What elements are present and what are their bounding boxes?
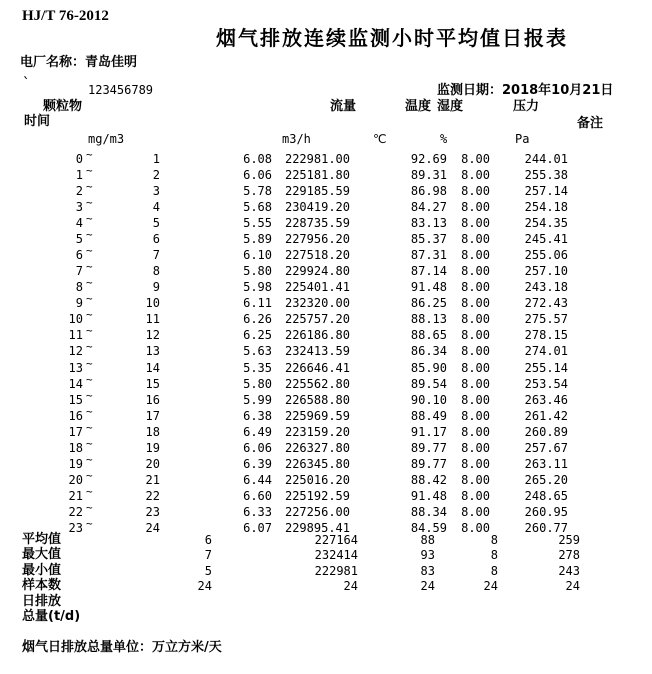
summary-humidity-cell: 24 — [483, 579, 498, 593]
hour-tilde: ~ — [86, 308, 93, 321]
summary-concentration-cell: 5 — [204, 564, 212, 578]
summary-temperature-cell: 93 — [420, 548, 435, 562]
humidity-cell: 8.00 — [461, 393, 490, 407]
summary-temperature-cell: 88 — [420, 533, 435, 547]
pressure-cell: 255.14 — [524, 361, 568, 375]
temperature-cell: 91.48 — [410, 489, 447, 503]
flow-cell: 226646.41 — [284, 361, 350, 375]
pressure-cell: 263.11 — [524, 457, 568, 471]
concentration-cell: 6.07 — [243, 521, 272, 535]
hour-tilde: ~ — [86, 276, 93, 289]
header-humidity: 湿度 — [437, 99, 464, 114]
flow-cell: 228735.59 — [284, 216, 350, 230]
flow-cell: 230419.20 — [284, 200, 350, 214]
pressure-cell: 265.20 — [524, 473, 568, 487]
humidity-cell: 8.00 — [461, 152, 490, 166]
hour-tilde: ~ — [86, 437, 93, 450]
hour-end-cell: 7 — [152, 248, 160, 262]
hour-start-cell: 4 — [75, 216, 83, 230]
hour-tilde: ~ — [86, 405, 93, 418]
humidity-cell: 8.00 — [461, 280, 490, 294]
concentration-cell: 6.11 — [243, 296, 272, 310]
hour-tilde: ~ — [86, 228, 93, 241]
summary-label: 总量(t/d) — [22, 609, 81, 624]
hour-start-cell: 14 — [68, 377, 83, 391]
summary-concentration-cell: 6 — [204, 533, 212, 547]
hour-start-cell: 5 — [75, 232, 83, 246]
humidity-cell: 8.00 — [461, 328, 490, 342]
summary-label: 样本数 — [22, 578, 62, 593]
hour-start-cell: 17 — [68, 425, 83, 439]
hour-start-cell: 7 — [75, 264, 83, 278]
hour-tilde: ~ — [86, 453, 93, 466]
pressure-cell: 257.10 — [524, 264, 568, 278]
flow-cell: 225757.20 — [284, 312, 350, 326]
hour-start-cell: 23 — [68, 521, 83, 535]
summary-humidity-cell: 8 — [490, 548, 498, 562]
humidity-cell: 8.00 — [461, 521, 490, 535]
summary-flow-cell: 227164 — [314, 533, 358, 547]
pressure-cell: 257.14 — [524, 184, 568, 198]
humidity-cell: 8.00 — [461, 232, 490, 246]
hour-start-cell: 15 — [68, 393, 83, 407]
temperature-cell: 89.54 — [410, 377, 447, 391]
temperature-cell: 83.13 — [410, 216, 447, 230]
hour-start-cell: 12 — [68, 344, 83, 358]
hour-start-cell: 0 — [75, 152, 83, 166]
flow-cell: 229895.41 — [284, 521, 350, 535]
pressure-cell: 263.46 — [524, 393, 568, 407]
summary-row — [0, 548, 652, 563]
flow-cell: 227956.20 — [284, 232, 350, 246]
hour-start-cell: 11 — [68, 328, 83, 342]
pressure-cell: 248.65 — [524, 489, 568, 503]
hour-tilde: ~ — [86, 421, 93, 434]
hour-start-cell: 2 — [75, 184, 83, 198]
hour-end-cell: 22 — [145, 489, 160, 503]
hour-tilde: ~ — [86, 244, 93, 257]
hour-tilde: ~ — [86, 389, 93, 402]
concentration-cell: 6.39 — [243, 457, 272, 471]
pressure-cell: 278.15 — [524, 328, 568, 342]
flow-cell: 225562.80 — [284, 377, 350, 391]
report-title: 烟气排放连续监测小时平均值日报表 — [216, 26, 568, 50]
summary-label: 平均值 — [22, 532, 62, 547]
concentration-cell: 6.10 — [243, 248, 272, 262]
hour-end-cell: 4 — [152, 200, 160, 214]
hour-end-cell: 15 — [145, 377, 160, 391]
hour-start-cell: 22 — [68, 505, 83, 519]
pressure-cell: 260.95 — [524, 505, 568, 519]
summary-humidity-cell: 8 — [490, 533, 498, 547]
header-temperature: 温度 — [405, 99, 432, 114]
concentration-cell: 5.78 — [243, 184, 272, 198]
hour-end-cell: 3 — [152, 184, 160, 198]
summary-concentration-cell: 7 — [204, 548, 212, 562]
pressure-cell: 260.77 — [524, 521, 568, 535]
humidity-cell: 8.00 — [461, 312, 490, 326]
summary-flow-cell: 222981 — [314, 564, 358, 578]
temperature-cell: 88.13 — [410, 312, 447, 326]
temperature-cell: 91.48 — [410, 280, 447, 294]
temperature-cell: 91.17 — [410, 425, 447, 439]
flow-cell: 225016.20 — [284, 473, 350, 487]
hour-tilde: ~ — [86, 212, 93, 225]
humidity-cell: 8.00 — [461, 361, 490, 375]
flow-cell: 232413.59 — [284, 344, 350, 358]
flow-cell: 227518.20 — [284, 248, 350, 262]
temperature-cell: 86.34 — [410, 344, 447, 358]
hour-tilde: ~ — [86, 357, 93, 370]
humidity-cell: 8.00 — [461, 425, 490, 439]
header-pollutant: 颗粒物 — [43, 99, 83, 114]
humidity-cell: 8.00 — [461, 377, 490, 391]
hour-tilde: ~ — [86, 180, 93, 193]
temperature-cell: 85.37 — [410, 232, 447, 246]
pressure-cell: 245.41 — [524, 232, 568, 246]
temperature-cell: 88.42 — [410, 473, 447, 487]
humidity-cell: 8.00 — [461, 168, 490, 182]
temperature-cell: 84.27 — [410, 200, 447, 214]
hour-start-cell: 1 — [75, 168, 83, 182]
hour-tilde: ~ — [86, 485, 93, 498]
concentration-cell: 6.25 — [243, 328, 272, 342]
summary-concentration-cell: 24 — [197, 579, 212, 593]
temperature-cell: 88.34 — [410, 505, 447, 519]
hour-end-cell: 24 — [145, 521, 160, 535]
hour-start-cell: 10 — [68, 312, 83, 326]
humidity-cell: 8.00 — [461, 409, 490, 423]
temperature-cell: 85.90 — [410, 361, 447, 375]
serial-mark: ` — [22, 76, 31, 92]
concentration-cell: 5.80 — [243, 264, 272, 278]
hour-tilde: ~ — [86, 501, 93, 514]
hour-tilde: ~ — [86, 148, 93, 161]
humidity-cell: 8.00 — [461, 489, 490, 503]
summary-row — [0, 595, 652, 610]
summary-row — [0, 533, 652, 548]
humidity-cell: 8.00 — [461, 264, 490, 278]
humidity-cell: 8.00 — [461, 505, 490, 519]
pressure-cell: 257.67 — [524, 441, 568, 455]
hour-end-cell: 20 — [145, 457, 160, 471]
flow-cell: 225181.80 — [284, 168, 350, 182]
concentration-cell: 5.80 — [243, 377, 272, 391]
hour-start-cell: 8 — [75, 280, 83, 294]
hour-tilde: ~ — [86, 292, 93, 305]
humidity-cell: 8.00 — [461, 200, 490, 214]
flow-cell: 232320.00 — [284, 296, 350, 310]
concentration-cell: 5.68 — [243, 200, 272, 214]
pressure-cell: 261.42 — [524, 409, 568, 423]
pressure-cell: 254.18 — [524, 200, 568, 214]
summary-flow-cell: 232414 — [314, 548, 358, 562]
pressure-cell: 274.01 — [524, 344, 568, 358]
hour-end-cell: 18 — [145, 425, 160, 439]
pressure-cell: 272.43 — [524, 296, 568, 310]
pressure-cell: 254.35 — [524, 216, 568, 230]
pressure-cell: 244.01 — [524, 152, 568, 166]
humidity-cell: 8.00 — [461, 344, 490, 358]
hour-end-cell: 10 — [145, 296, 160, 310]
concentration-cell: 6.33 — [243, 505, 272, 519]
pressure-cell: 275.57 — [524, 312, 568, 326]
standard-code: HJ/T 76-2012 — [22, 8, 109, 24]
temperature-cell: 89.31 — [410, 168, 447, 182]
humidity-cell: 8.00 — [461, 457, 490, 471]
humidity-cell: 8.00 — [461, 441, 490, 455]
pressure-cell: 243.18 — [524, 280, 568, 294]
hour-end-cell: 9 — [152, 280, 160, 294]
flow-cell: 226345.80 — [284, 457, 350, 471]
header-remark: 备注 — [577, 116, 604, 131]
temperature-cell: 87.31 — [410, 248, 447, 262]
humidity-cell: 8.00 — [461, 184, 490, 198]
summary-temperature-cell: 83 — [420, 564, 435, 578]
concentration-cell: 6.26 — [243, 312, 272, 326]
summary-label: 最大值 — [22, 547, 62, 562]
concentration-cell: 5.63 — [243, 344, 272, 358]
hour-tilde: ~ — [86, 469, 93, 482]
temperature-cell: 87.14 — [410, 264, 447, 278]
hour-end-cell: 19 — [145, 441, 160, 455]
flow-cell: 225401.41 — [284, 280, 350, 294]
hour-start-cell: 20 — [68, 473, 83, 487]
concentration-cell: 6.06 — [243, 168, 272, 182]
concentration-cell: 5.99 — [243, 393, 272, 407]
temperature-cell: 89.77 — [410, 441, 447, 455]
flow-cell: 227256.00 — [284, 505, 350, 519]
hour-end-cell: 2 — [152, 168, 160, 182]
summary-flow-cell: 24 — [343, 579, 358, 593]
hour-start-cell: 18 — [68, 441, 83, 455]
hour-start-cell: 9 — [75, 296, 83, 310]
temperature-cell: 88.65 — [410, 328, 447, 342]
summary-row — [0, 610, 652, 625]
hour-end-cell: 6 — [152, 232, 160, 246]
temperature-cell: 88.49 — [410, 409, 447, 423]
header-flow: 流量 — [330, 99, 357, 114]
humidity-cell: 8.00 — [461, 296, 490, 310]
concentration-cell: 6.06 — [243, 441, 272, 455]
summary-temperature-cell: 24 — [420, 579, 435, 593]
summary-pressure-cell: 259 — [558, 533, 580, 547]
serial-number: 123456789 — [88, 83, 154, 97]
pressure-cell: 255.06 — [524, 248, 568, 262]
concentration-cell: 5.55 — [243, 216, 272, 230]
hour-tilde: ~ — [86, 164, 93, 177]
flow-cell: 223159.20 — [284, 425, 350, 439]
header-time: 时间 — [24, 114, 51, 129]
hour-start-cell: 6 — [75, 248, 83, 262]
hour-end-cell: 11 — [145, 312, 160, 326]
hour-end-cell: 14 — [145, 361, 160, 375]
summary-row — [0, 579, 652, 594]
pressure-cell: 253.54 — [524, 377, 568, 391]
concentration-cell: 6.49 — [243, 425, 272, 439]
monitor-date-line: 监测日期：2018年10月21日 — [437, 83, 614, 98]
summary-pressure-cell: 243 — [558, 564, 580, 578]
hour-end-cell: 1 — [152, 152, 160, 166]
flow-cell: 229924.80 — [284, 264, 350, 278]
temperature-cell: 84.59 — [410, 521, 447, 535]
concentration-cell: 6.60 — [243, 489, 272, 503]
unit-concentration: mg/m3 — [88, 132, 125, 146]
flow-cell: 229185.59 — [284, 184, 350, 198]
temperature-cell: 89.77 — [410, 457, 447, 471]
unit-humidity: % — [440, 132, 448, 146]
hour-end-cell: 17 — [145, 409, 160, 423]
flow-cell: 226186.80 — [284, 328, 350, 342]
header-pressure: 压力 — [513, 99, 540, 114]
unit-pressure: Pa — [515, 132, 530, 146]
hour-end-cell: 23 — [145, 505, 160, 519]
summary-pressure-cell: 278 — [558, 548, 580, 562]
hour-tilde: ~ — [86, 373, 93, 386]
temperature-cell: 90.10 — [410, 393, 447, 407]
summary-row — [0, 564, 652, 579]
hour-end-cell: 13 — [145, 344, 160, 358]
hour-tilde: ~ — [86, 260, 93, 273]
hour-start-cell: 21 — [68, 489, 83, 503]
concentration-cell: 5.35 — [243, 361, 272, 375]
flow-cell: 226327.80 — [284, 441, 350, 455]
humidity-cell: 8.00 — [461, 216, 490, 230]
flow-cell: 225192.59 — [284, 489, 350, 503]
summary-pressure-cell: 24 — [565, 579, 580, 593]
hour-end-cell: 12 — [145, 328, 160, 342]
hour-start-cell: 19 — [68, 457, 83, 471]
concentration-cell: 6.38 — [243, 409, 272, 423]
temperature-cell: 86.25 — [410, 296, 447, 310]
pressure-cell: 260.89 — [524, 425, 568, 439]
humidity-cell: 8.00 — [461, 473, 490, 487]
concentration-cell: 6.44 — [243, 473, 272, 487]
temperature-cell: 86.98 — [410, 184, 447, 198]
unit-temperature: ℃ — [373, 132, 387, 146]
hour-end-cell: 8 — [152, 264, 160, 278]
hour-tilde: ~ — [86, 324, 93, 337]
hour-end-cell: 16 — [145, 393, 160, 407]
humidity-cell: 8.00 — [461, 248, 490, 262]
flow-cell: 222981.00 — [284, 152, 350, 166]
hour-end-cell: 21 — [145, 473, 160, 487]
hour-tilde: ~ — [86, 196, 93, 209]
concentration-cell: 5.89 — [243, 232, 272, 246]
hour-tilde: ~ — [86, 340, 93, 353]
temperature-cell: 92.69 — [410, 152, 447, 166]
emission-unit-note: 烟气日排放总量单位：万立方米/天 — [22, 640, 222, 655]
concentration-cell: 6.08 — [243, 152, 272, 166]
unit-flow: m3/h — [282, 132, 311, 146]
hour-tilde: ~ — [86, 517, 93, 530]
flow-cell: 225969.59 — [284, 409, 350, 423]
summary-humidity-cell: 8 — [490, 564, 498, 578]
hour-end-cell: 5 — [152, 216, 160, 230]
pressure-cell: 255.38 — [524, 168, 568, 182]
flow-cell: 226588.80 — [284, 393, 350, 407]
summary-label: 最小值 — [22, 563, 62, 578]
concentration-cell: 5.98 — [243, 280, 272, 294]
hour-start-cell: 13 — [68, 361, 83, 375]
plant-name-line: 电厂名称：青岛佳明 — [20, 55, 138, 70]
hour-start-cell: 16 — [68, 409, 83, 423]
hour-start-cell: 3 — [75, 200, 83, 214]
summary-label: 日排放 — [22, 594, 62, 609]
